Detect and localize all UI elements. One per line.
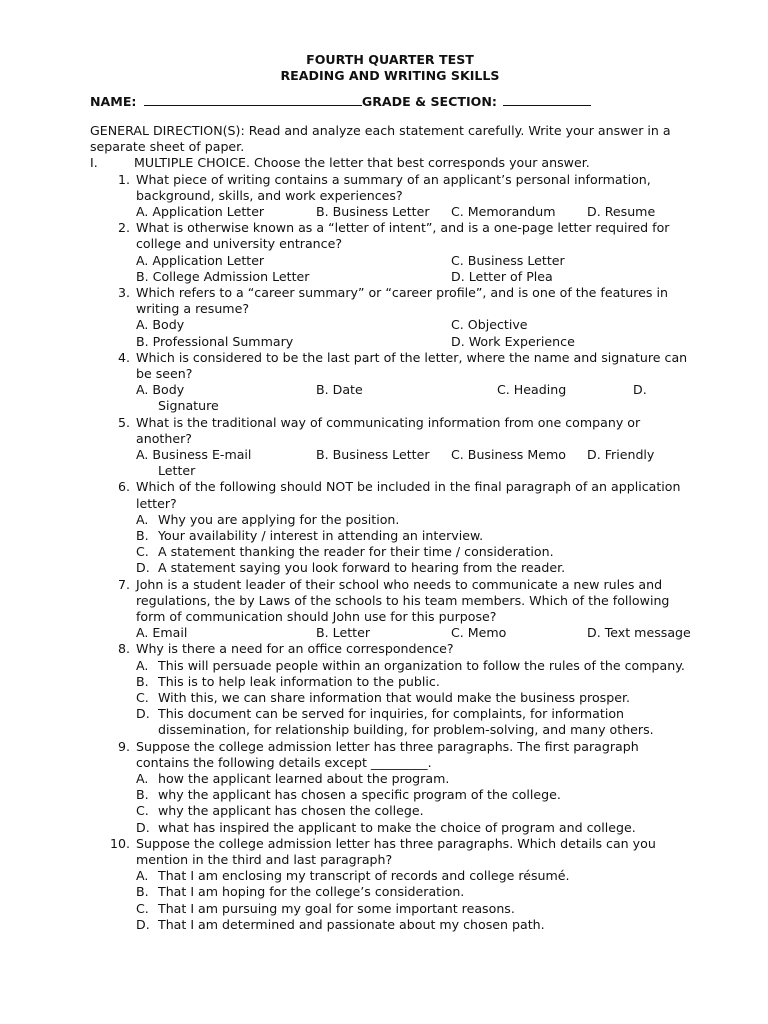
choice-a: A. Application Letter <box>136 204 265 220</box>
choice-b: B. Letter <box>316 625 370 641</box>
general-direction: GENERAL DIRECTION(S): Read and analyze each statement carefully. Write your answer in a separate sheet of paper. <box>90 123 671 155</box>
choice-text: That I am enclosing my transcript of records and college résumé. <box>158 868 570 884</box>
choices-row <box>90 382 690 398</box>
name-grade-line <box>90 93 690 110</box>
choice-c: C. Business Letter <box>451 252 565 268</box>
question-4 <box>90 350 690 382</box>
choices-row <box>90 269 690 285</box>
choice-b: B. Date <box>316 382 363 398</box>
choice-letter: C. <box>136 689 149 705</box>
choice-d: D. Friendly <box>587 446 655 462</box>
choice-text: Why you are applying for the position. <box>158 511 400 527</box>
choices-row <box>90 253 690 269</box>
choice-text: how the applicant learned about the program. <box>158 771 450 786</box>
subject-title: READING AND WRITING SKILLS <box>280 68 500 83</box>
choices-row <box>90 204 690 220</box>
choice-letter: C. <box>136 900 149 916</box>
choice-c <box>90 803 690 819</box>
choice-d <box>90 820 690 836</box>
choice-d: D. Letter of Plea <box>451 268 553 284</box>
choice-letter: D. <box>136 560 150 576</box>
choice-text: Your availability / interest in attending an interview. <box>158 527 484 543</box>
grade-label: GRADE & SECTION: <box>361 94 497 109</box>
choice-letter: C. <box>136 544 149 560</box>
choice-b <box>90 528 690 544</box>
choice-a: A. Application Letter <box>136 252 265 268</box>
choice-c: C. Memorandum <box>451 204 556 220</box>
choice-letter: B. <box>136 673 149 689</box>
choice-b: B. College Admission Letter <box>136 268 310 284</box>
question-1 <box>90 172 690 204</box>
choice-c: C. Objective <box>451 317 528 333</box>
choice-b <box>90 674 690 690</box>
question-text: What piece of writing contains a summary of an applicant’s personal information, background, skills, and work experiences? <box>136 171 651 203</box>
choice-letter: A. <box>136 868 149 884</box>
question-7 <box>90 577 690 626</box>
question-text: Suppose the college admission letter has three paragraphs. The first paragraph contains the following details except _________. <box>136 738 639 770</box>
question-number: 7. <box>117 576 130 592</box>
choice-b <box>90 787 690 803</box>
choice-letter: B. <box>136 787 149 803</box>
choice-a <box>90 868 690 884</box>
choice-letter: A. <box>136 657 149 673</box>
choice-text: This is to help leak information to the public. <box>158 673 440 689</box>
choice-c: C. Business Memo <box>451 446 566 462</box>
choice-letter: B. <box>136 884 149 900</box>
choice-d <box>90 706 690 738</box>
choice-d <box>90 917 690 933</box>
choice-letter: D. <box>136 706 150 722</box>
choice-c <box>90 544 690 560</box>
choice-b: B. Business Letter <box>316 446 430 462</box>
choice-text: A statement saying you look forward to hearing from the reader. <box>158 560 566 576</box>
choice-continuation: Letter <box>158 463 196 479</box>
question-number: 4. <box>117 349 130 365</box>
choice-b: B. Business Letter <box>316 204 430 220</box>
question-number: 6. <box>117 479 130 495</box>
question-6 <box>90 479 690 511</box>
choice-text: what has inspired the applicant to make the choice of program and college. <box>158 819 636 835</box>
section-number: I. <box>90 155 98 171</box>
question-number: 5. <box>117 414 130 430</box>
choice-d: D. <box>633 382 647 398</box>
test-title: FOURTH QUARTER TEST <box>306 52 474 67</box>
question-2 <box>90 220 690 252</box>
question-text: Why is there a need for an office correspondence? <box>136 641 454 657</box>
choice-a: A. Body <box>136 382 185 398</box>
test-page <box>90 52 690 933</box>
question-text: What is otherwise known as a “letter of intent”, and is a one-page letter required for college and university entrance? <box>136 220 670 252</box>
choice-letter: A. <box>136 771 149 786</box>
choices-row <box>90 447 690 463</box>
choice-b <box>90 884 690 900</box>
choice-d <box>90 560 690 576</box>
name-blank <box>144 94 362 106</box>
question-10 <box>90 836 690 868</box>
question-text: Which of the following should NOT be included in the final paragraph of an application letter? <box>136 479 681 511</box>
question-number: 2. <box>117 220 130 236</box>
choices-row <box>90 334 690 350</box>
choice-letter: C. <box>136 803 149 819</box>
choice-c: C. Memo <box>451 625 507 641</box>
choices-row <box>90 317 690 333</box>
choice-b: B. Professional Summary <box>136 333 294 349</box>
choice-text: That I am hoping for the college’s consideration. <box>158 884 465 900</box>
choice-c: C. Heading <box>497 382 567 398</box>
choice-c <box>90 690 690 706</box>
question-text: Which refers to a “career summary” or “career profile”, and is one of the features in writing a resume? <box>136 284 668 317</box>
section-heading <box>90 155 690 171</box>
question-3 <box>90 285 690 317</box>
choice-letter: B. <box>136 527 149 543</box>
section-text: MULTIPLE CHOICE. Choose the letter that best corresponds your answer. <box>134 155 590 171</box>
choice-d: D. Text message <box>587 625 691 641</box>
choice-d: D. Resume <box>587 204 656 220</box>
question-number: 3. <box>117 284 130 300</box>
choice-text: This will persuade people within an organization to follow the rules of the company. <box>158 657 685 673</box>
choice-continuation: Signature <box>158 398 219 414</box>
choice-letter: D. <box>136 916 150 932</box>
question-number: 9. <box>117 738 130 754</box>
choice-text: With this, we can share information that would make the business prosper. <box>158 689 630 705</box>
choice-a <box>90 771 690 787</box>
choice-text: A statement thanking the reader for their time / consideration. <box>158 544 554 560</box>
choice-text: why the applicant has chosen the college. <box>158 803 424 819</box>
choice-c <box>90 901 690 917</box>
question-9 <box>90 739 690 771</box>
choice-d: D. Work Experience <box>451 333 575 349</box>
question-text: Which is considered to be the last part of the letter, where the name and signature can be seen? <box>136 349 688 381</box>
choice-text: That I am pursuing my goal for some important reasons. <box>158 900 515 916</box>
question-text: John is a student leader of their school who needs to communicate a new rules and regulations, the by Laws of the schools to his team members. Which of the following form of communication should John use for this purpose? <box>136 576 670 624</box>
choice-a: A. Business E-mail <box>136 446 252 462</box>
question-text: Suppose the college admission letter has three paragraphs. Which details can you mention in the third and last paragraph? <box>136 835 656 868</box>
choice-text: why the applicant has chosen a specific program of the college. <box>158 787 561 803</box>
question-text: What is the traditional way of communicating information from one company or another? <box>136 414 641 446</box>
choice-a <box>90 658 690 674</box>
choice-text: That I am determined and passionate about my chosen path. <box>158 916 545 932</box>
choices-row <box>90 625 690 641</box>
choice-a: A. Body <box>136 317 185 333</box>
grade-blank <box>503 94 591 106</box>
choice-letter: D. <box>136 819 150 835</box>
choice-text: This document can be served for inquiries, for complaints, for information dissemination, for relationship building, for problem-solving, and many others. <box>158 706 654 738</box>
question-8 <box>90 641 690 657</box>
choice-a: A. Email <box>136 625 188 641</box>
question-5 <box>90 415 690 447</box>
question-number: 10. <box>109 835 130 851</box>
question-number: 8. <box>117 641 130 657</box>
name-label: NAME: <box>90 94 137 109</box>
choice-a <box>90 512 690 528</box>
question-number: 1. <box>117 171 130 187</box>
choice-letter: A. <box>136 511 149 527</box>
